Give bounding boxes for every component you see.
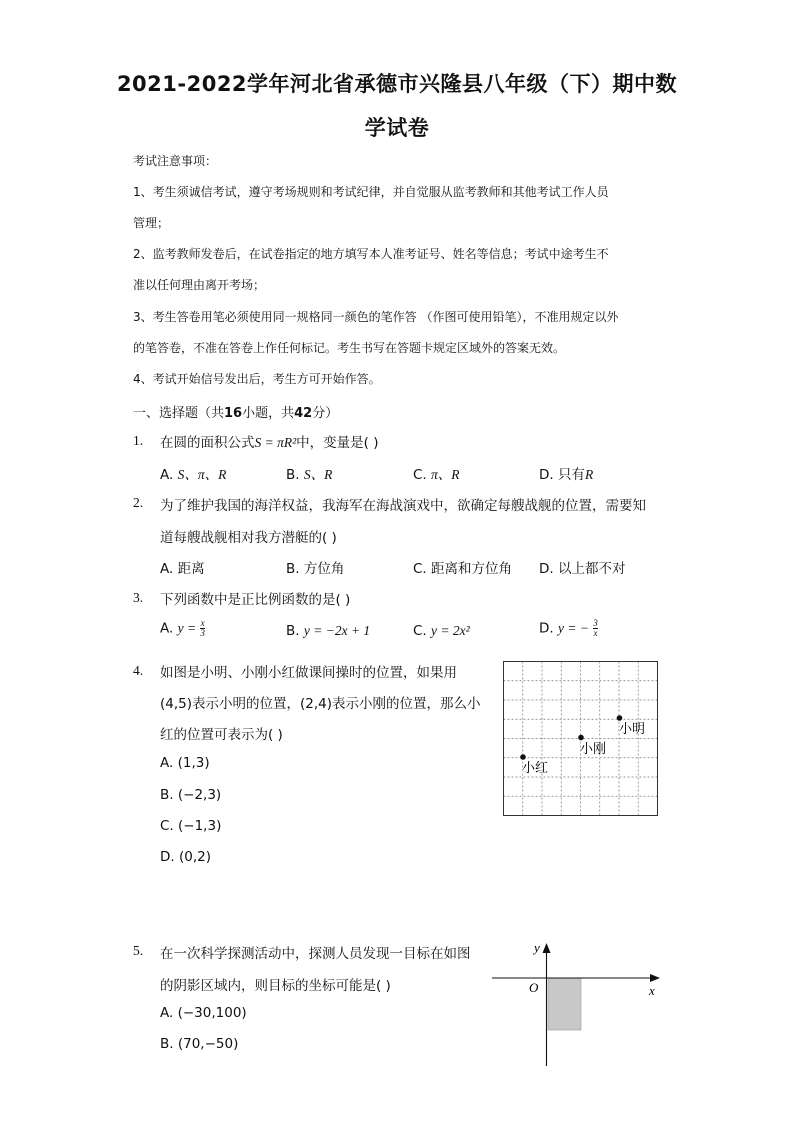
q4-option-a[interactable]: A. (1,3) — [160, 755, 210, 771]
y-axis-arrow — [543, 943, 551, 953]
q4-grid-figure — [503, 661, 658, 816]
q4-option-d[interactable]: D. (0,2) — [160, 849, 211, 865]
q2-option-b[interactable]: B. 方位角 — [286, 561, 345, 577]
q2-option-c[interactable]: C. 距离和方位角 — [413, 561, 513, 577]
shaded-region — [548, 978, 581, 1030]
origin-label: O — [529, 980, 539, 995]
q5-stem-line2: 的阴影区域内，则目标的坐标可能是( ) — [160, 978, 391, 994]
q3-stem: 下列函数中是正比例函数的是( ) — [160, 592, 351, 608]
q3-option-b[interactable]: B. y = −2x + 1 — [286, 623, 371, 639]
point-xiaogang — [578, 735, 584, 741]
notice-item-3-cont: 的笔答卷，不准在答卷上作任何标记。考生书写在答题卡规定区域外的答案无效。 — [133, 341, 566, 355]
point-xiaohong — [520, 754, 526, 760]
notice-item-1: 1、考生须诚信考试，遵守考场规则和考试纪律，并自觉服从监考教师和其他考试工作人员 — [133, 185, 609, 199]
x-axis-arrow — [650, 974, 660, 982]
q2-option-a[interactable]: A. 距离 — [160, 561, 205, 577]
q5-axes-figure — [490, 938, 665, 1068]
notice-item-1-cont: 管理； — [133, 216, 170, 230]
q2-stem-line1: 为了维护我国的海洋权益，我海军在海战演戏中，欲确定每艘战舰的位置，需要知 — [160, 498, 646, 514]
q4-stem-line1: 如图是小明、小刚小红做课间操时的位置，如果用 — [160, 665, 457, 681]
x-axis-label: x — [649, 983, 655, 998]
q1-option-c[interactable]: C. π、R — [413, 467, 460, 483]
q4-number: 4. — [133, 663, 144, 678]
q2-number: 2. — [133, 495, 144, 510]
q3-option-c[interactable]: C. y = 2x² — [413, 623, 470, 639]
label-xiaoming: 小明 — [619, 722, 646, 737]
q5-option-b[interactable]: B. (70,−50) — [160, 1036, 239, 1052]
q1-number: 1. — [133, 433, 144, 448]
q1-option-b[interactable]: B. S、R — [286, 467, 333, 483]
notice-item-4: 4、考试开始信号发出后，考生方可开始作答。 — [133, 372, 381, 386]
q1-option-d[interactable]: D. 只有R — [539, 467, 594, 483]
q1-stem: 在圆的面积公式S = πR²中，变量是( ) — [160, 435, 379, 451]
exam-title-line2: 学试卷 — [364, 116, 430, 140]
q2-stem-line2: 道每艘战舰相对我方潜艇的( ) — [160, 530, 337, 546]
q3-option-a[interactable]: A. y = $\frac{x}{3}$ — [160, 618, 205, 638]
section-heading: 一、选择题（共16小题，共42分） — [133, 406, 339, 421]
notice-heading: 考试注意事项： — [133, 154, 218, 168]
exam-title-line1: 2021-2022学年河北省承德市兴隆县八年级（下）期中数 — [116, 72, 678, 96]
q4-stem-line3: 红的位置可表示为( ) — [160, 727, 283, 743]
q5-stem-line1: 在一次科学探测活动中，探测人员发现一目标在如图 — [160, 946, 471, 962]
q1-formula: S = πR² — [254, 435, 297, 450]
label-xiaogang: 小刚 — [580, 742, 607, 757]
notice-item-3: 3、考生答卷用笔必须使用同一规格同一颜色的笔作答 （作图可使用铅笔），不准用规定以外 — [133, 310, 619, 324]
q4-option-b[interactable]: B. (−2,3) — [160, 787, 222, 803]
notice-item-2-cont: 准以任何理由离开考场； — [133, 278, 266, 292]
label-xiaohong: 小红 — [522, 761, 549, 776]
q1-option-a[interactable]: A. S、π、R — [160, 467, 227, 483]
q3-option-d[interactable]: D. y = − $\frac{3}{x}$ — [539, 618, 598, 638]
q4-stem-line2: (4,5)表示小明的位置，(2,4)表示小刚的位置，那么小 — [160, 696, 481, 712]
y-axis-label: y — [534, 940, 540, 955]
notice-item-2: 2、监考教师发卷后，在试卷指定的地方填写本人准考证号、姓名等信息；考试中途考生不 — [133, 247, 609, 261]
q5-number: 5. — [133, 943, 144, 958]
q2-option-d[interactable]: D. 以上都不对 — [539, 561, 626, 577]
q5-option-a[interactable]: A. (−30,100) — [160, 1005, 247, 1021]
point-xiaoming — [617, 715, 623, 721]
q3-number: 3. — [133, 590, 144, 605]
q4-option-c[interactable]: C. (−1,3) — [160, 818, 222, 834]
